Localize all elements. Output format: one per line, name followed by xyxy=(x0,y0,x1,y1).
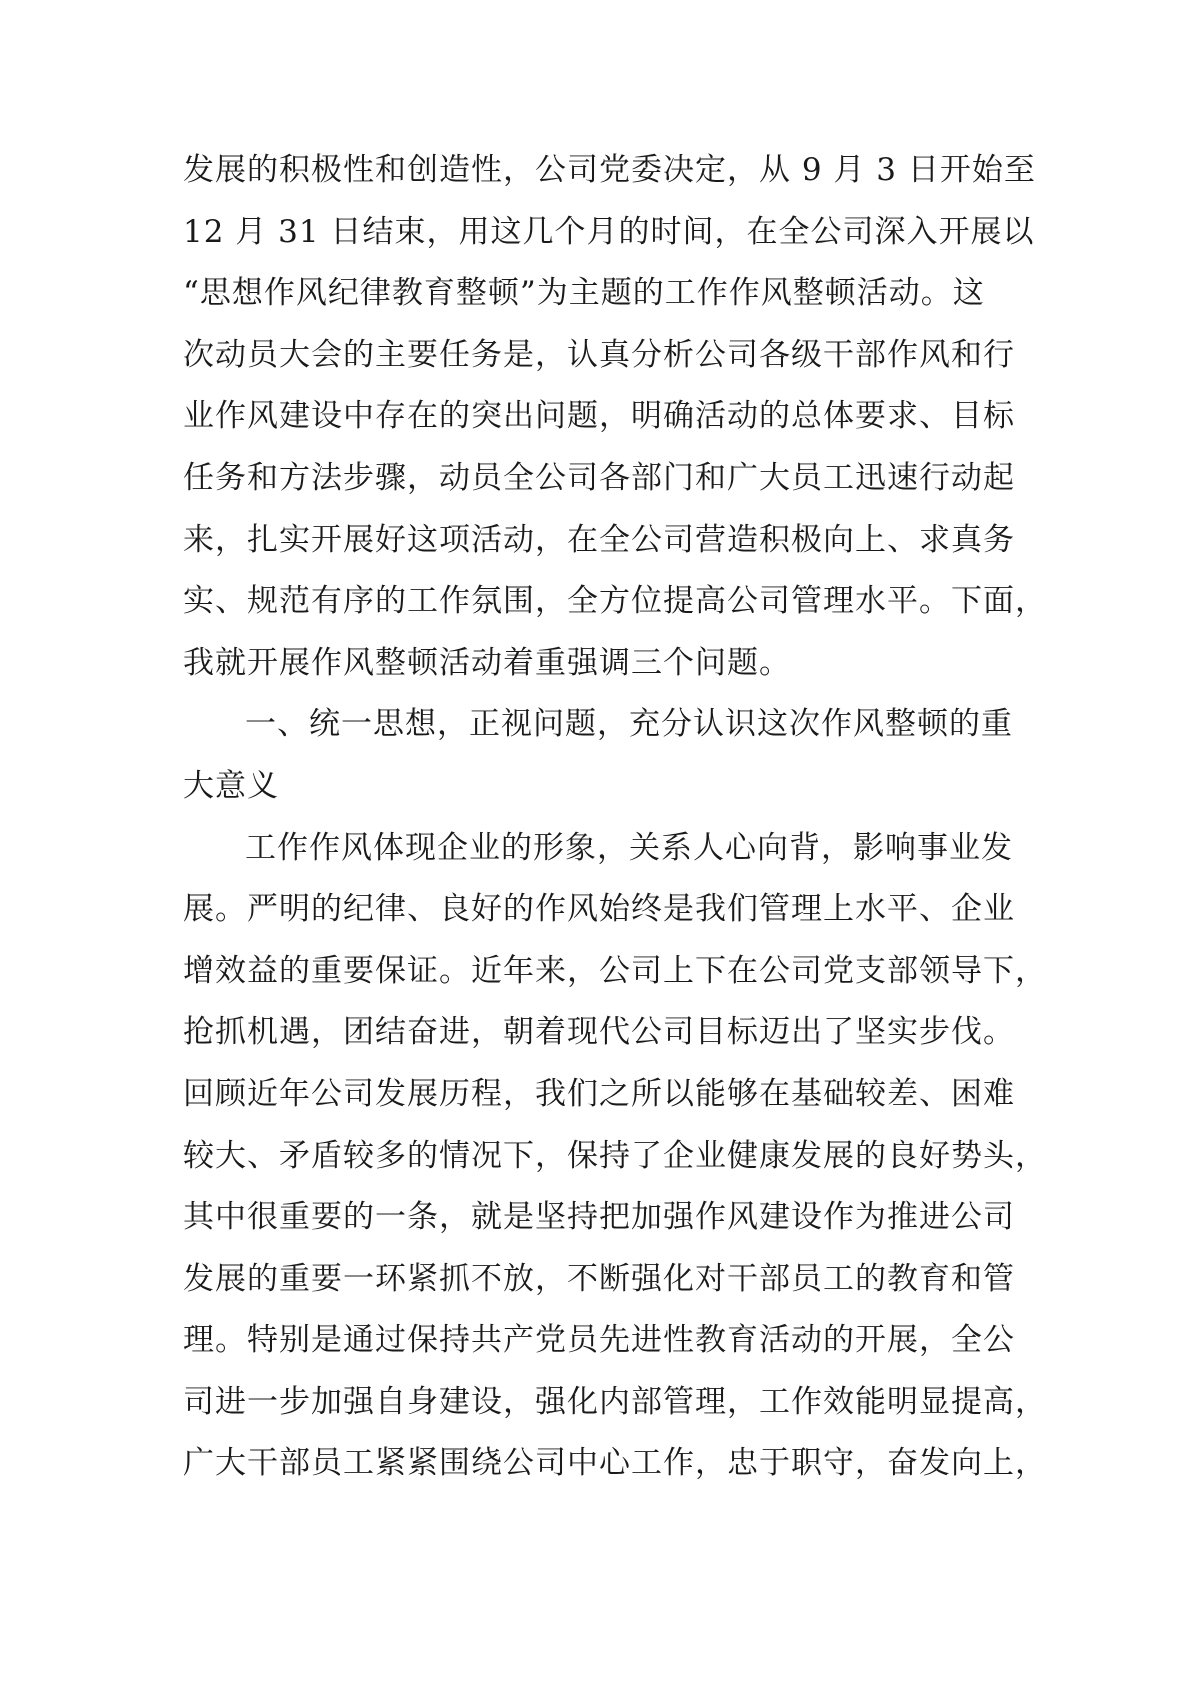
text-line: 较大、矛盾较多的情况下，保持了企业健康发展的良好势头， xyxy=(183,1137,1047,1174)
text-line: 其中很重要的一条，就是坚持把加强作风建设作为推进公司 xyxy=(183,1199,1015,1236)
text-line: 实、规范有序的工作氛围，全方位提高公司管理水平。下面， xyxy=(183,583,1047,620)
text-line: 业作风建设中存在的突出问题，明确活动的总体要求、目标 xyxy=(183,398,1015,435)
text-line: 回顾近年公司发展历程，我们之所以能够在基础较差、困难 xyxy=(183,1075,1015,1112)
text-line: 我就开展作风整顿活动着重强调三个问题。 xyxy=(183,644,791,681)
text-line: 广大干部员工紧紧围绕公司中心工作，忠于职守，奋发向上， xyxy=(183,1445,1047,1482)
section-heading-line: 大意义 xyxy=(183,767,279,804)
text-line: 发展的积极性和创造性，公司党委决定，从 9 月 3 日开始至 xyxy=(183,152,1036,188)
text-line: 来，扎实开展好这项活动，在全公司营造积极向上、求真务 xyxy=(183,521,1015,558)
text-line: 展。严明的纪律、良好的作风始终是我们管理上水平、企业 xyxy=(183,891,1015,928)
text-line: 抢抓机遇，团结奋进，朝着现代公司目标迈出了坚实步伐。 xyxy=(183,1014,1015,1051)
text-line: 发展的重要一环紧抓不放，不断强化对干部员工的教育和管 xyxy=(183,1260,1015,1297)
text-line: 司进一步加强自身建设，强化内部管理，工作效能明显提高， xyxy=(183,1383,1047,1420)
text-line: “思想作风纪律教育整顿”为主题的工作作风整顿活动。这 xyxy=(183,275,985,312)
text-line: 次动员大会的主要任务是，认真分析公司各级干部作风和行 xyxy=(183,336,1015,373)
text-line: 任务和方法步骤，动员全公司各部门和广大员工迅速行动起 xyxy=(183,459,1015,496)
text-line: 理。特别是通过保持共产党员先进性教育活动的开展，全公 xyxy=(183,1322,1015,1359)
text-line: 增效益的重要保证。近年来，公司上下在公司党支部领导下， xyxy=(183,952,1047,989)
paragraph-first-line: 工作作风体现企业的形象，关系人心向背，影响事业发 xyxy=(245,829,1013,866)
body-text xyxy=(183,140,1047,1495)
section-heading-line: 一、统一思想，正视问题，充分认识这次作风整顿的重 xyxy=(245,706,1013,743)
text-line: 12 月 31 日结束，用这几个月的时间，在全公司深入开展以 xyxy=(183,213,1035,250)
